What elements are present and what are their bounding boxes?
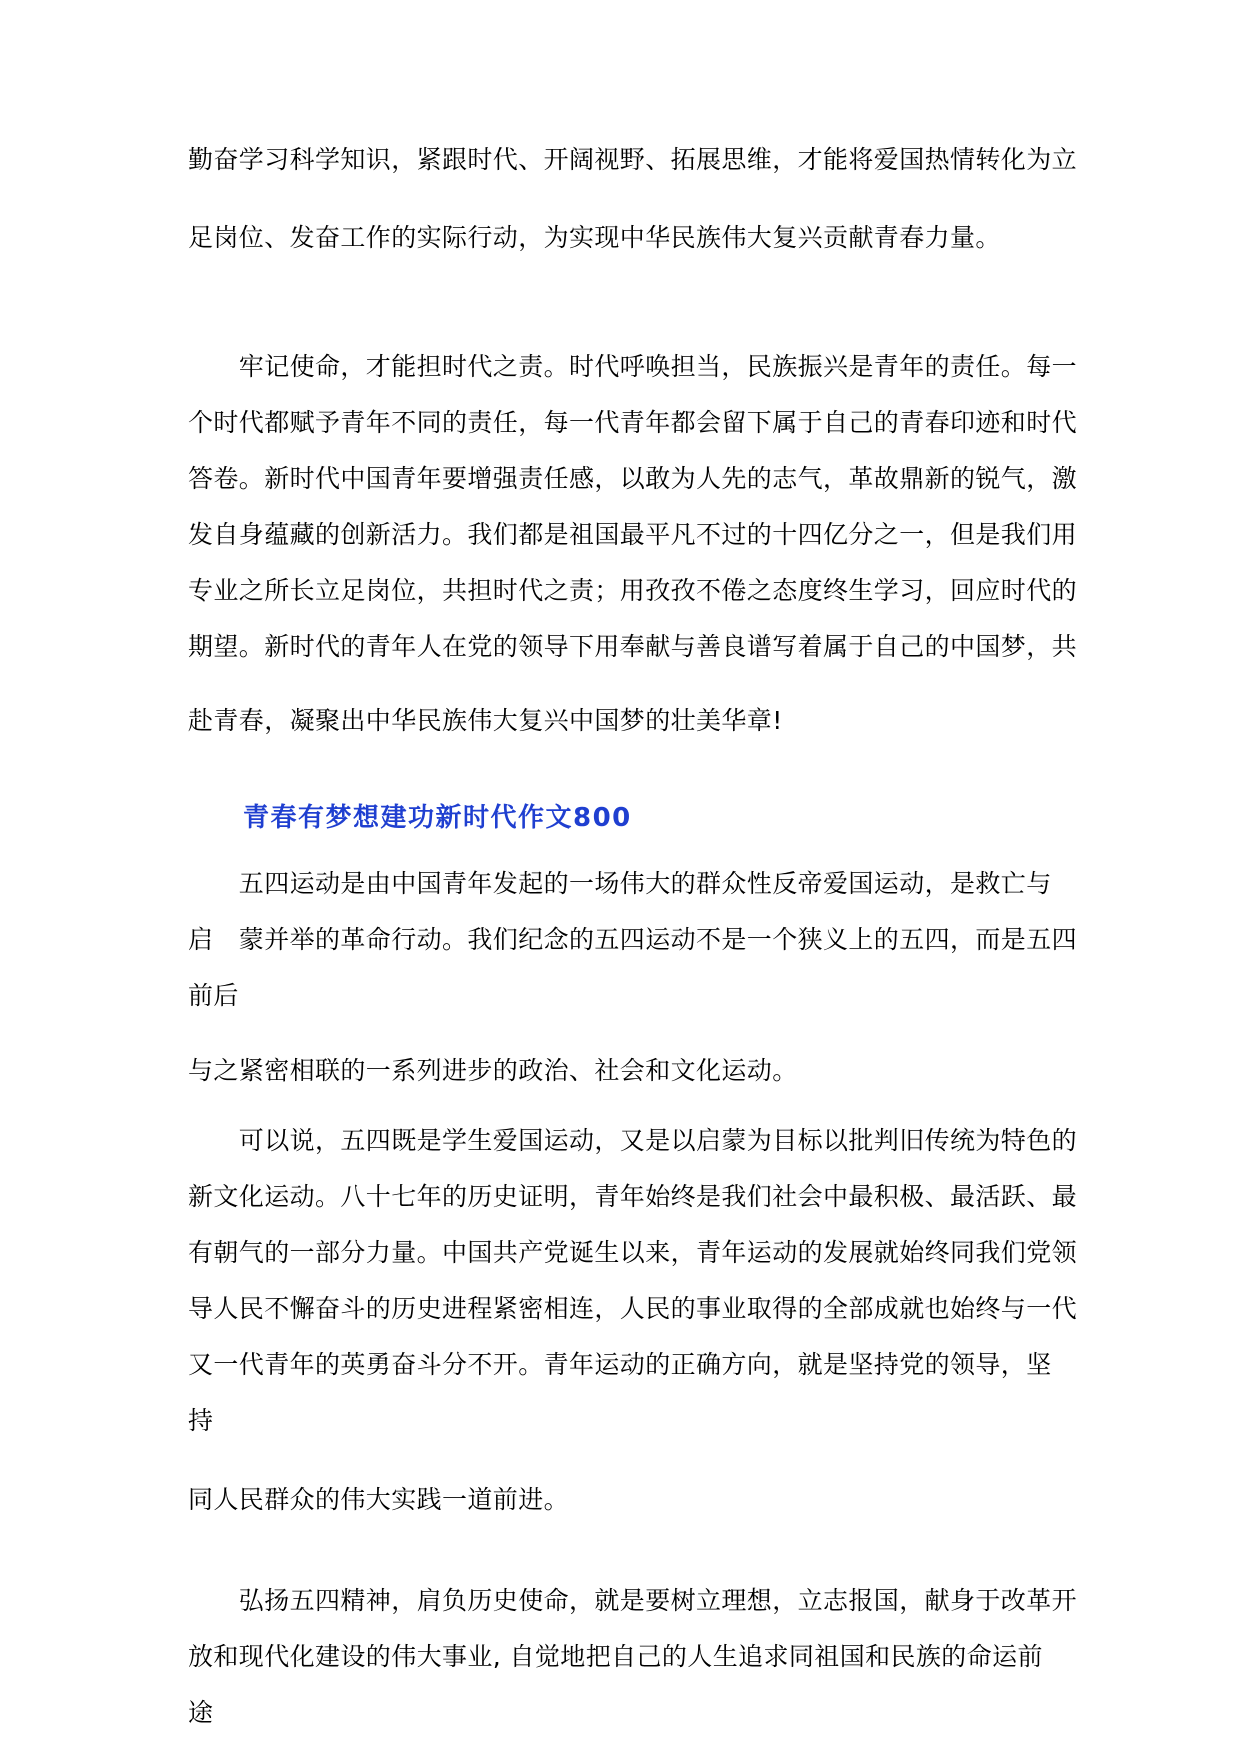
duty-paragraph-line-5: 专业之所长立足岗位，共担时代之责；用孜孜不倦之态度终生学习，回应时代的 <box>188 576 1078 605</box>
duty-paragraph-line-4: 发自身蕴藏的创新活力。我们都是祖国最平凡不过的十四亿分之一，但是我们用 <box>188 520 1078 549</box>
duty-paragraph-line-7: 赴青春，凝聚出中华民族伟大复兴中国梦的壮美华章! <box>188 706 783 735</box>
may4-paragraph-line-1: 五四运动是由中国青年发起的一场伟大的群众性反帝爱国运动，是救亡与 <box>188 869 1052 898</box>
youth-paragraph-line-1: 可以说，五四既是学生爱国运动，又是以启蒙为目标以批判旧传统为特色的 <box>188 1126 1078 1155</box>
youth-paragraph-line-7: 同人民群众的伟大实践一道前进。 <box>188 1485 570 1514</box>
youth-paragraph-line-4: 导人民不懈奋斗的历史进程紧密相连，人民的事业取得的全部成就也始终与一代 <box>188 1294 1078 1323</box>
may4-paragraph-line-4: 与之紧密相联的一系列进步的政治、社会和文化运动。 <box>188 1056 798 1085</box>
intro-line-2: 足岗位、发奋工作的实际行动，为实现中华民族伟大复兴贡献青春力量。 <box>188 223 1001 252</box>
may4-paragraph-line-2: 启 蒙并举的革命行动。我们纪念的五四运动不是一个狭义上的五四，而是五四 <box>188 925 1078 954</box>
youth-paragraph-line-6: 持 <box>188 1406 214 1435</box>
may4-paragraph-line-3: 前后 <box>188 981 239 1010</box>
youth-paragraph-line-3: 有朝气的一部分力量。中国共产党诞生以来，青年运动的发展就始终同我们党领 <box>188 1238 1078 1267</box>
duty-paragraph-line-3: 答卷。新时代中国青年要增强责任感，以敢为人先的志气，革故鼎新的锐气，激 <box>188 464 1078 493</box>
intro-line-1: 勤奋学习科学知识，紧跟时代、开阔视野、拓展思维，才能将爱国热情转化为立 <box>188 145 1078 174</box>
essay-title: 青春有梦想建功新时代作文800 <box>243 803 632 833</box>
spirit-paragraph-line-1: 弘扬五四精神，肩负历史使命，就是要树立理想，立志报国，献身于改革开 <box>188 1586 1078 1615</box>
spirit-paragraph-line-2: 放和现代化建设的伟大事业, 自觉地把自己的人生追求同祖国和民族的命运前 <box>188 1642 1043 1671</box>
duty-paragraph-line-2: 个时代都赋予青年不同的责任，每一代青年都会留下属于自己的青春印迹和时代 <box>188 408 1078 437</box>
spirit-paragraph-line-3: 途 <box>188 1698 214 1727</box>
youth-paragraph-line-5: 又一代青年的英勇奋斗分不开。青年运动的正确方向，就是坚持党的领导，坚 <box>188 1350 1052 1379</box>
duty-paragraph-line-1: 牢记使命，才能担时代之责。时代呼唤担当，民族振兴是青年的责任。每一 <box>188 352 1078 381</box>
youth-paragraph-line-2: 新文化运动。八十七年的历史证明，青年始终是我们社会中最积极、最活跃、最 <box>188 1182 1078 1211</box>
duty-paragraph-line-6: 期望。新时代的青年人在党的领导下用奉献与善良谱写着属于自己的中国梦，共 <box>188 632 1078 661</box>
